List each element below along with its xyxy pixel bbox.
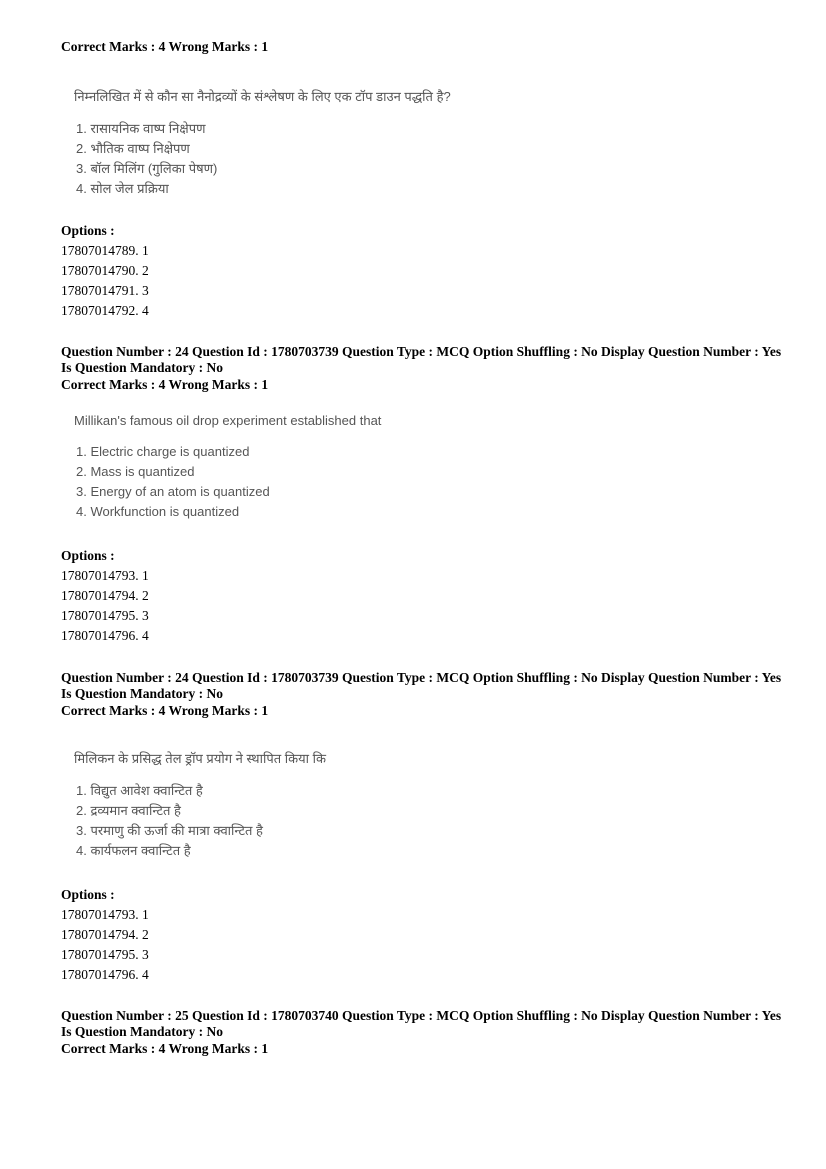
question-text: Millikan's famous oil drop experiment established that xyxy=(74,413,382,428)
question-choice: 4. सोल जेल प्रक्रिया xyxy=(76,181,169,196)
option-item: 17807014795. 3 xyxy=(61,608,149,623)
question-choice: 3. Energy of an atom is quantized xyxy=(76,484,270,499)
question-header: Question Number : 24 Question Id : 1780703739 Question Type : MCQ Option Shuffling : No Display Question Number : Yes xyxy=(61,344,782,359)
options-list xyxy=(61,885,149,985)
question-header: Question Number : 24 Question Id : 1780703739 Question Type : MCQ Option Shuffling : No Display Question Number : Yes xyxy=(61,670,782,685)
question-choice: 3. परमाणु की ऊर्जा की मात्रा क्वान्टित है xyxy=(76,823,263,838)
marks-line: Correct Marks : 4 Wrong Marks : 1 xyxy=(61,377,269,392)
marks-line: Correct Marks : 4 Wrong Marks : 1 xyxy=(61,703,269,718)
question-choice: 2. भौतिक वाष्प निक्षेपण xyxy=(76,141,190,156)
options-label: Options : xyxy=(61,223,115,238)
option-item: 17807014794. 2 xyxy=(61,588,149,603)
question-choice: 4. कार्यफलन क्वान्टित है xyxy=(76,843,191,858)
options-label: Options : xyxy=(61,548,115,563)
mandatory-line: Is Question Mandatory : No xyxy=(61,686,224,701)
question-choice: 3. बॉल मिलिंग (गुलिका पेषण) xyxy=(76,161,218,176)
options-list xyxy=(61,221,149,321)
question-image xyxy=(74,413,381,522)
option-item: 17807014793. 1 xyxy=(61,907,149,922)
options-label: Options : xyxy=(61,887,115,902)
option-item: 17807014789. 1 xyxy=(61,243,149,258)
option-item: 17807014796. 4 xyxy=(61,628,149,643)
option-item: 17807014792. 4 xyxy=(61,303,149,318)
option-item: 17807014794. 2 xyxy=(61,927,149,942)
question-image xyxy=(74,87,451,199)
question-text: मिलिकन के प्रसिद्ध तेल ड्रॉप प्रयोग ने स्थापित किया कि xyxy=(74,751,326,766)
question-choice: 1. रासायनिक वाष्प निक्षेपण xyxy=(76,121,206,136)
question-text: निम्नलिखित में से कौन सा नैनोद्रव्यों के संश्लेषण के लिए एक टॉप डाउन पद्धति है? xyxy=(74,89,451,104)
question-choice: 1. विद्युत आवेश क्वान्टित है xyxy=(76,783,203,798)
options-list xyxy=(61,546,149,646)
question-choice: 1. Electric charge is quantized xyxy=(76,444,250,459)
option-item: 17807014793. 1 xyxy=(61,568,149,583)
question-image xyxy=(74,749,326,861)
mandatory-line: Is Question Mandatory : No xyxy=(61,1024,224,1039)
question-choice: 4. Workfunction is quantized xyxy=(76,504,240,519)
option-item: 17807014791. 3 xyxy=(61,283,149,298)
question-choice: 2. द्रव्यमान क्वान्टित है xyxy=(76,803,181,818)
question-header: Question Number : 25 Question Id : 1780703740 Question Type : MCQ Option Shuffling : No Display Question Number : Yes xyxy=(61,1008,782,1023)
marks-line: Correct Marks : 4 Wrong Marks : 1 xyxy=(61,1041,269,1056)
question-choice: 2. Mass is quantized xyxy=(76,464,195,479)
option-item: 17807014790. 2 xyxy=(61,263,149,278)
marks-line: Correct Marks : 4 Wrong Marks : 1 xyxy=(61,39,269,54)
option-item: 17807014795. 3 xyxy=(61,947,149,962)
mandatory-line: Is Question Mandatory : No xyxy=(61,360,224,375)
option-item: 17807014796. 4 xyxy=(61,967,149,982)
